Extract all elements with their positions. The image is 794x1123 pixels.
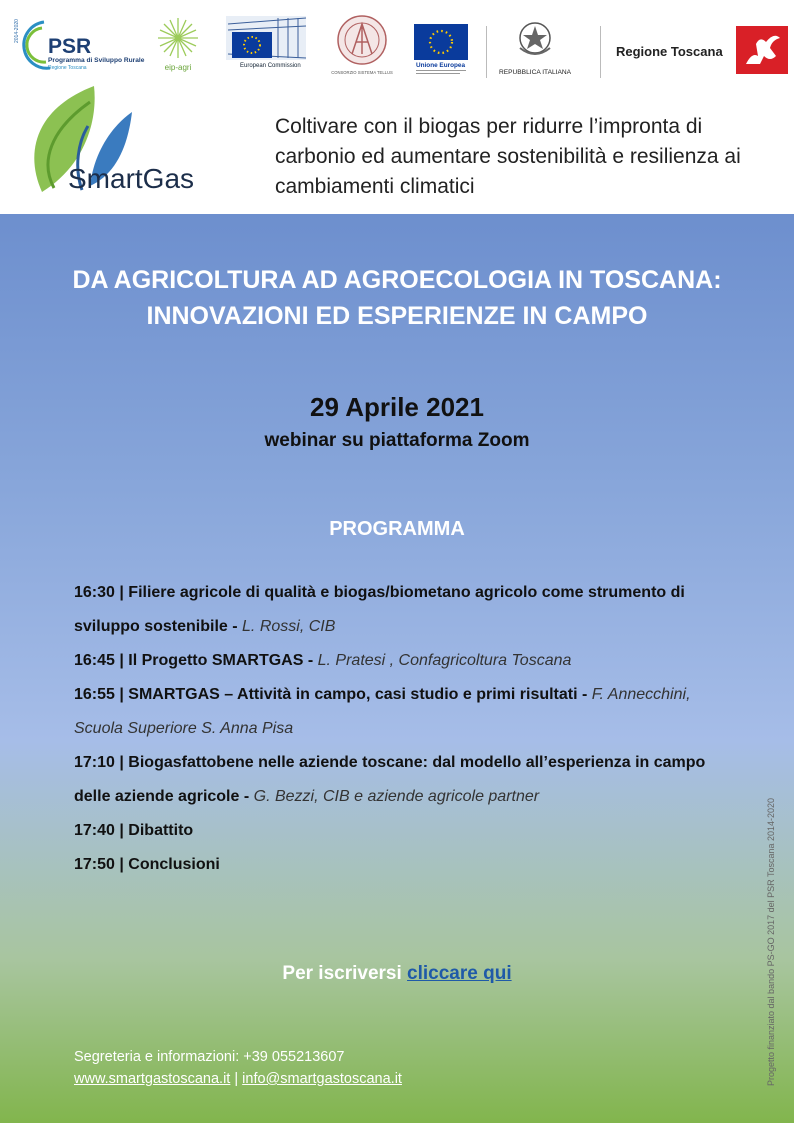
ec-text: European Commission	[240, 63, 301, 69]
program-item-speaker: L. Rossi, CIB	[242, 618, 336, 635]
program-item	[74, 814, 734, 848]
program-item-title: 17:50 | Conclusioni	[74, 856, 220, 873]
psr-logo	[14, 14, 150, 80]
project-tagline: Coltivare con il biogas per ridurre l’impronta di carbonio ed aumentare sostenibilità e resilienza ai cambiamenti climatici	[275, 115, 741, 198]
header	[0, 0, 794, 214]
program-list	[74, 576, 734, 882]
contacts	[74, 1046, 402, 1090]
divider	[486, 26, 487, 78]
eip-agri-text: eip-agri	[164, 63, 192, 72]
signup-line	[0, 963, 794, 985]
psr-title: PSR	[48, 35, 92, 58]
seal-text: CONSORZIO SISTEMA TELLUS	[331, 70, 393, 75]
program-item	[74, 746, 734, 814]
event-title: DA AGRICOLTURA AD AGROECOLOGIA IN TOSCANA: INNOVAZIONI ED ESPERIENZE IN CAMPO	[72, 266, 722, 330]
event-venue: webinar su piattaforma Zoom	[264, 430, 530, 451]
program-item-title: 16:55 | SMARTGAS – Attività in campo, casi studio e primi risultati -	[74, 686, 592, 703]
european-commission-logo	[218, 14, 312, 80]
event-date: 29 Aprile 2021	[310, 392, 484, 422]
eu-flag-logo	[414, 14, 472, 80]
signup-text: Per iscriversi	[282, 963, 408, 984]
program-item	[74, 848, 734, 882]
italy-text: REPUBBLICA ITALIANA	[498, 69, 572, 76]
divider	[600, 26, 601, 78]
program-item-speaker: G. Bezzi, CIB e aziende agricole partner	[253, 788, 540, 805]
contact-links	[74, 1068, 402, 1090]
program-heading: PROGRAMMA	[329, 518, 465, 540]
program-item	[74, 644, 734, 678]
eu-text: Unione Europea	[416, 62, 466, 69]
italian-republic-emblem	[500, 14, 570, 80]
program-item-speaker: F. Annecchini, Scuola Superiore S. Anna Pisa	[74, 686, 691, 737]
signup-link[interactable]: cliccare qui	[407, 963, 512, 984]
secretariat-info: Segreteria e informazioni: +39 055213607	[74, 1049, 345, 1065]
pegasus-icon	[736, 26, 788, 74]
smartgas-logo	[24, 82, 214, 200]
smartgas-text: SmartGas	[68, 163, 195, 194]
program-item-speaker: L. Pratesi , Confagricoltura Toscana	[317, 652, 572, 669]
program-item-title: 16:45 | Il Progetto SMARTGAS -	[74, 652, 318, 669]
link-separator: |	[230, 1071, 243, 1087]
email-link[interactable]: info@smartgastoscana.it	[242, 1071, 402, 1087]
psr-subtitle: Programma di Sviluppo Rurale	[48, 57, 145, 64]
partner-logo-bar	[14, 14, 790, 80]
program-item-title: 17:40 | Dibattito	[74, 822, 194, 839]
program-item	[74, 678, 734, 746]
eip-agri-logo	[154, 14, 202, 80]
website-link[interactable]: www.smartgastoscana.it	[74, 1071, 231, 1087]
funding-note: Progetto finanziato dal bando PS-GO 2017 del PSR Toscana 2014-2020	[766, 797, 776, 1086]
regione-toscana-label: Regione Toscana	[616, 44, 723, 59]
seal-logo	[332, 14, 392, 80]
program-item	[74, 576, 734, 644]
psr-region: Regione Toscana	[48, 65, 87, 71]
psr-years: 2014-2020	[14, 19, 20, 43]
program-item-title: 16:30 | Filiere agricole di qualità e biogas/biometano agricolo come strumento di sviluppo sostenibile -	[74, 584, 685, 635]
program-item-title: 17:10 | Biogasfattobene nelle aziende toscane: dal modello all’esperienza in campo delle aziende agricole -	[74, 754, 706, 805]
